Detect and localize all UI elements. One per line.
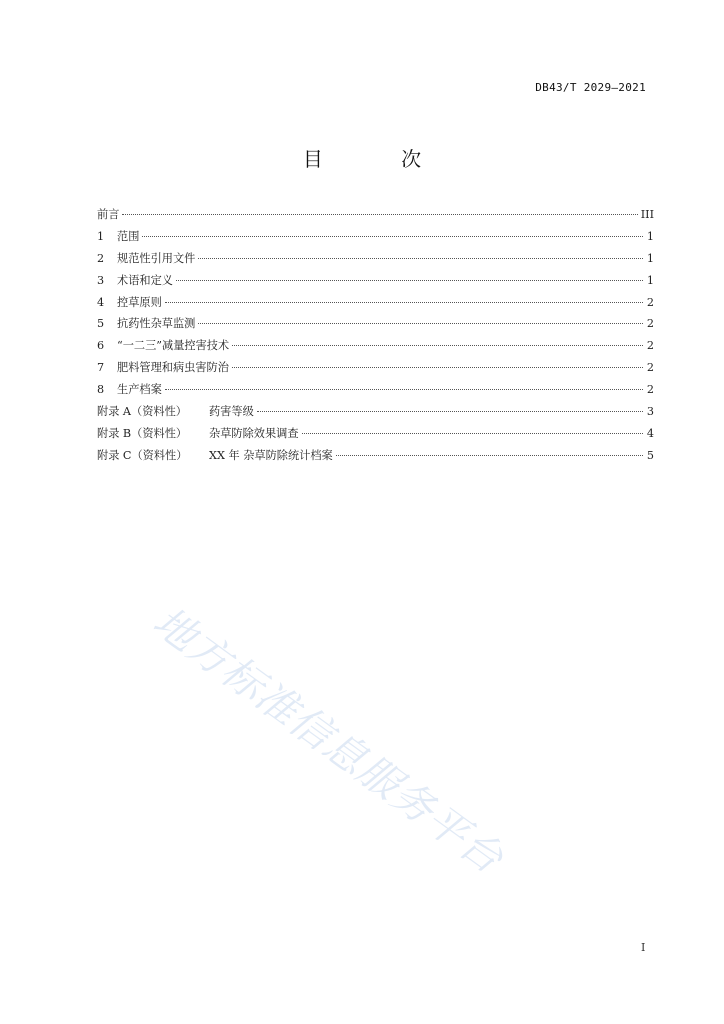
- toc-entry-title: 杂草防除效果调查: [209, 426, 299, 440]
- toc-dot-leader: [165, 389, 643, 390]
- toc-entry-title: 前言: [97, 208, 120, 221]
- toc-entry-number: 6: [97, 339, 105, 353]
- toc-entry[interactable]: [97, 228, 654, 250]
- toc-entry-page: 3: [646, 405, 654, 419]
- toc-entry-appendix-label: 附录 B（资料性）: [97, 426, 188, 440]
- toc-entry-page: 1: [646, 229, 654, 243]
- toc-entry-page: 1: [646, 273, 654, 287]
- toc-entry[interactable]: [97, 315, 654, 337]
- toc-entry[interactable]: [97, 272, 654, 294]
- toc-dot-leader: [122, 214, 637, 215]
- toc-dot-leader: [165, 302, 643, 303]
- toc-entry[interactable]: [97, 447, 654, 469]
- toc-entry-title: 生产档案: [117, 383, 162, 397]
- toc-entry-title: 术语和定义: [117, 273, 173, 287]
- toc-entry[interactable]: [97, 250, 654, 272]
- toc-dot-leader: [257, 411, 643, 412]
- toc-entry-page: 2: [646, 295, 654, 309]
- toc-entry-number: 1: [97, 229, 105, 243]
- toc-entry-title: 药害等级: [209, 405, 254, 419]
- table-of-contents: [97, 206, 654, 469]
- toc-dot-leader: [176, 280, 643, 281]
- toc-dot-leader: [232, 345, 643, 346]
- toc-entry-page: III: [640, 208, 654, 221]
- watermark: 地方标准信息服务平台: [144, 597, 513, 883]
- document-code: DB43/T 2029—2021: [535, 81, 646, 94]
- toc-entry-title: XX 年 杂草防除统计档案: [209, 448, 333, 462]
- toc-entry-number: 2: [97, 251, 105, 265]
- toc-entry-page: 2: [646, 361, 654, 375]
- toc-entry-page: 1: [646, 251, 654, 265]
- toc-entry-number: 3: [97, 273, 105, 287]
- toc-entry[interactable]: [97, 337, 654, 359]
- toc-entry-title: “一二三”减量控害技术: [117, 339, 230, 353]
- toc-entry-page: 2: [646, 317, 654, 331]
- toc-dot-leader: [302, 433, 643, 434]
- toc-entry-appendix-label: 附录 A（资料性）: [97, 405, 187, 419]
- toc-entry[interactable]: [97, 359, 654, 381]
- toc-entry[interactable]: [97, 206, 654, 228]
- page-title: 目 次: [302, 147, 458, 171]
- toc-entry-title: 范围: [117, 229, 140, 243]
- toc-entry-title: 规范性引用文件: [117, 251, 196, 265]
- toc-entry[interactable]: [97, 403, 654, 425]
- toc-entry-page: 5: [646, 448, 654, 462]
- toc-entry-number: 8: [97, 383, 105, 397]
- toc-entry-number: 4: [97, 295, 105, 309]
- toc-entry-title: 肥料管理和病虫害防治: [117, 361, 229, 375]
- toc-entry-title: 控草原则: [117, 295, 162, 309]
- toc-entry-number: 5: [97, 317, 105, 331]
- toc-dot-leader: [232, 367, 643, 368]
- toc-entry[interactable]: [97, 294, 654, 316]
- toc-entry-number: 7: [97, 361, 105, 375]
- toc-entry[interactable]: [97, 425, 654, 447]
- toc-entry-appendix-label: 附录 C（资料性）: [97, 448, 188, 462]
- toc-dot-leader: [198, 323, 643, 324]
- toc-entry-title: 抗药性杂草监测: [117, 317, 196, 331]
- toc-dot-leader: [142, 236, 643, 237]
- toc-dot-leader: [336, 455, 643, 456]
- toc-entry[interactable]: [97, 381, 654, 403]
- toc-entry-page: 4: [646, 426, 654, 440]
- toc-entry-page: 2: [646, 383, 654, 397]
- page-number: I: [641, 941, 646, 954]
- toc-dot-leader: [198, 258, 643, 259]
- toc-entry-page: 2: [646, 339, 654, 353]
